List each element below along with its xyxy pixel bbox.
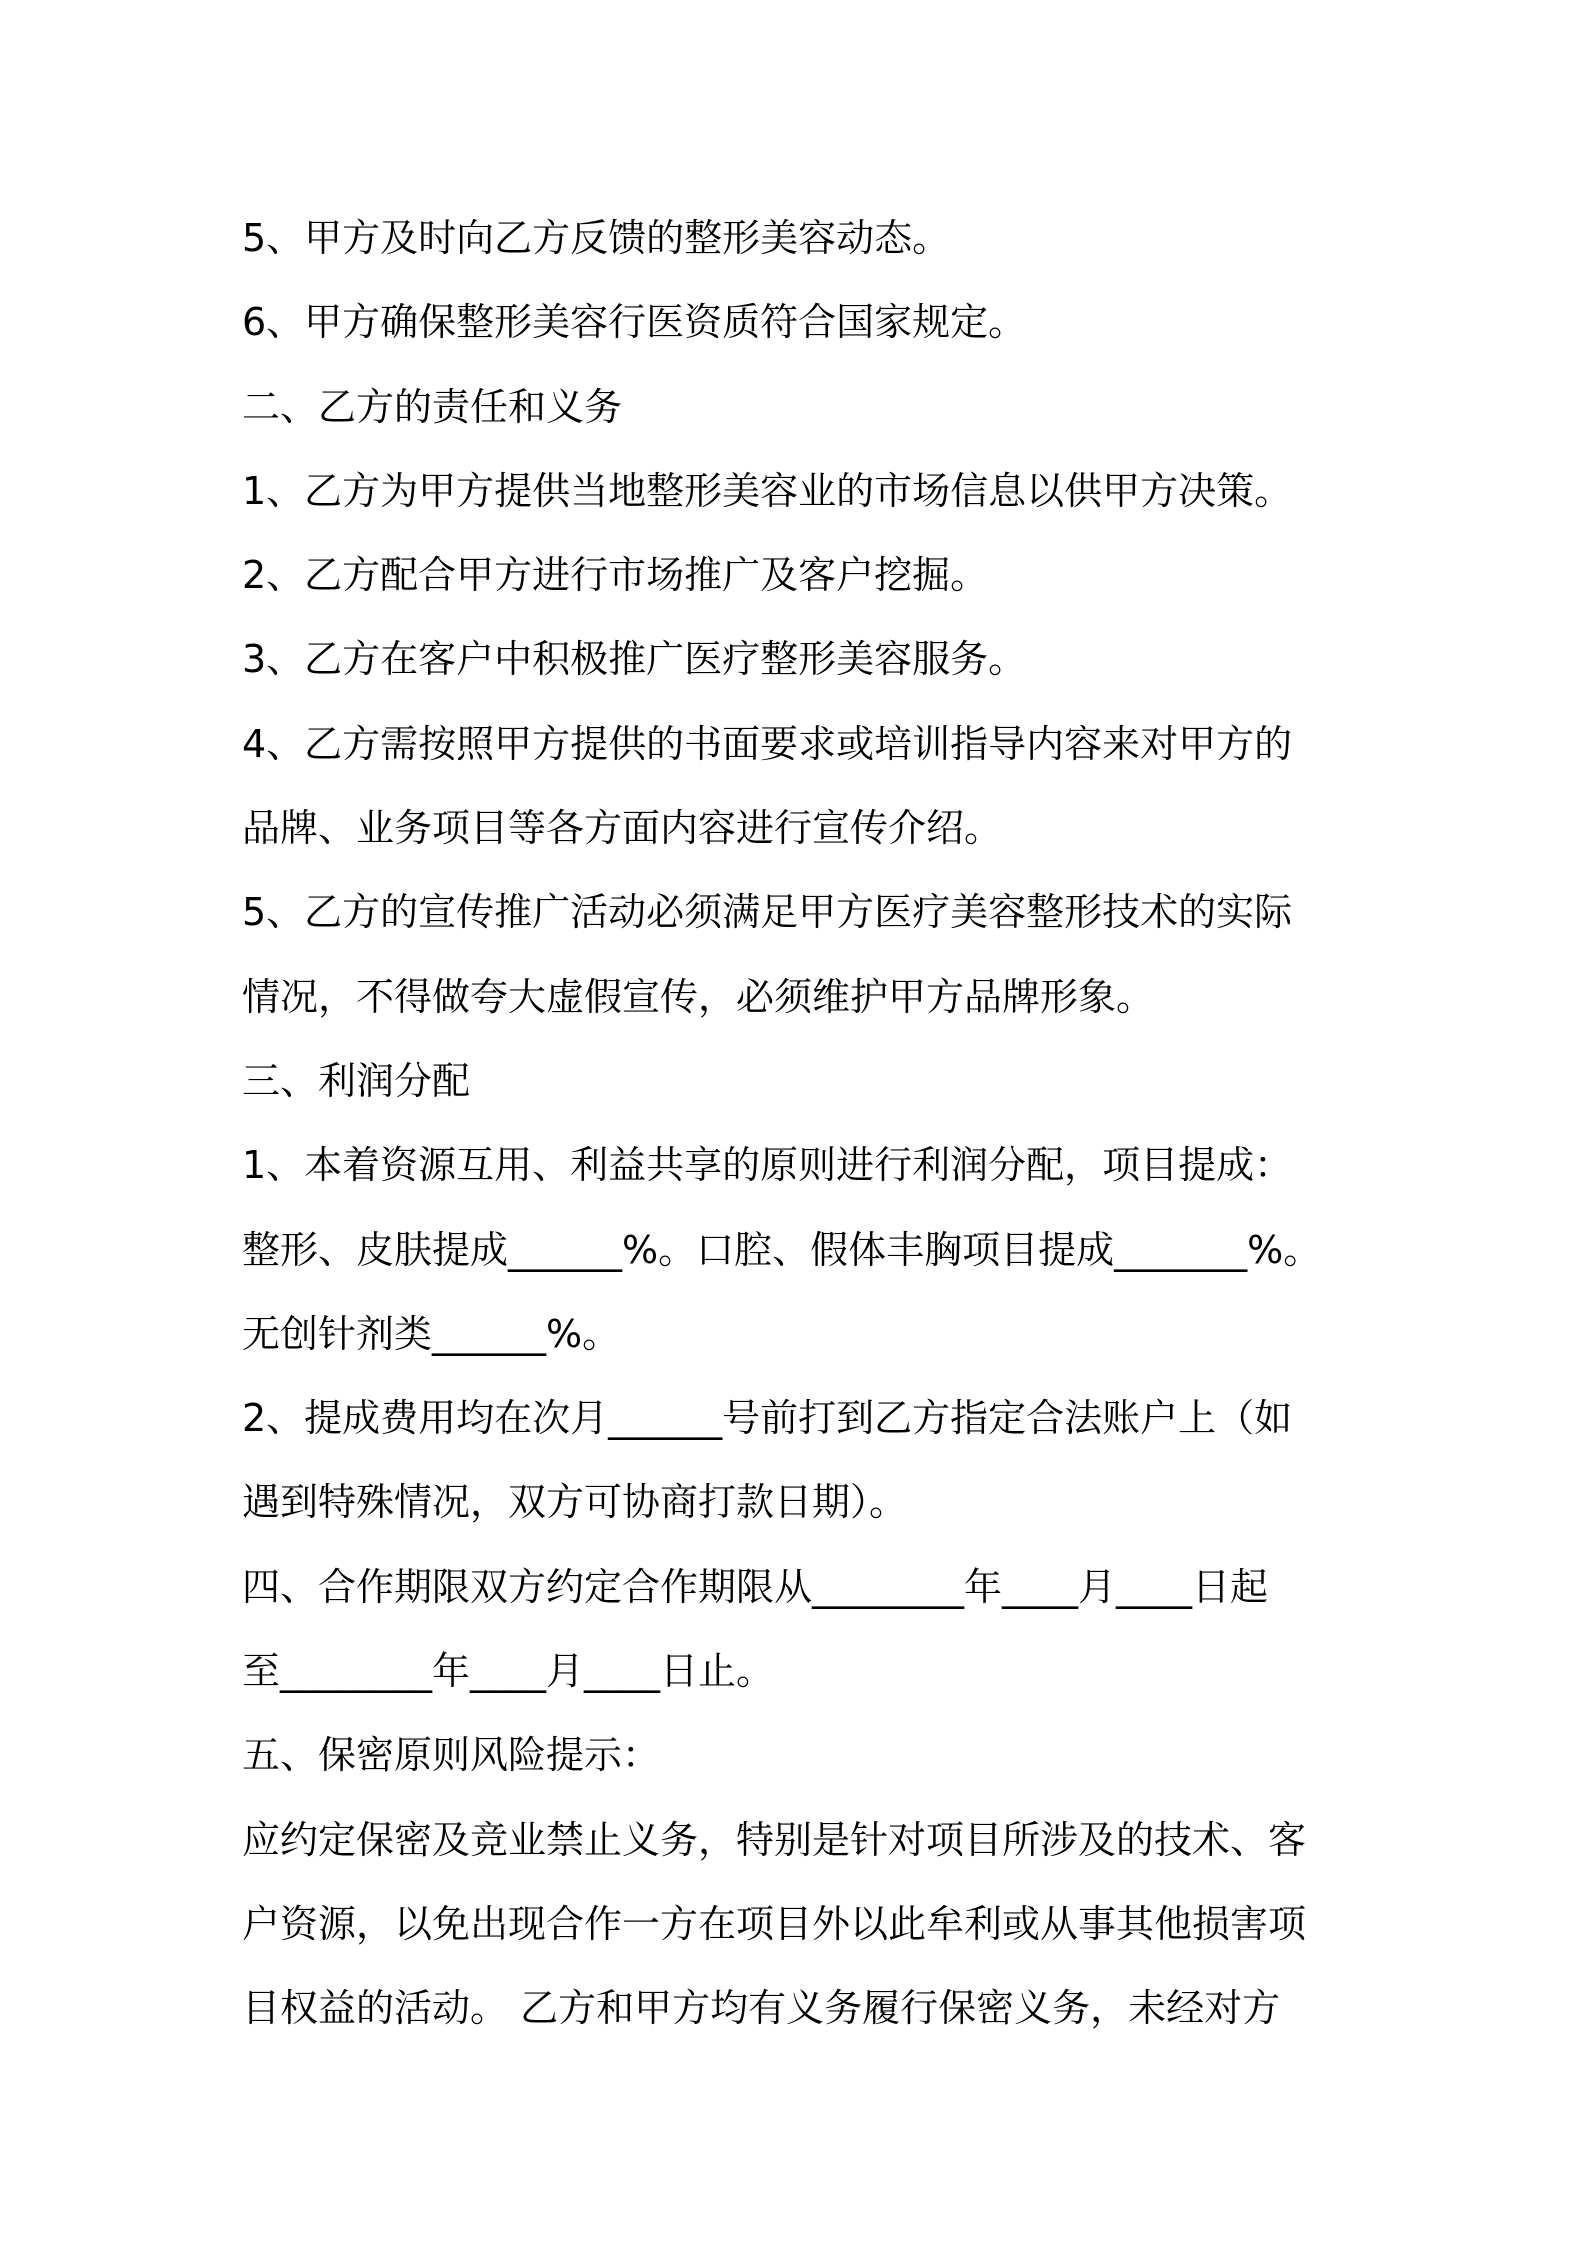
section-heading-3: 三、利润分配 <box>242 1058 471 1103</box>
clause-party-b-5-line-1: 5、乙方的宣传推广活动必须满足甲方医疗美容整形技术的实际 <box>242 890 1293 935</box>
confidentiality-paragraph-line-3: 目权益的活动。 乙方和甲方均有义务履行保密义务，未经对方 <box>242 1986 1281 2031</box>
clause-profit-1-line-2: 整形、皮肤提成______%。口腔、假体丰胸项目提成_______%。 <box>242 1227 1322 1272</box>
clause-party-b-2: 2、乙方配合甲方进行市场推广及客户挖掘。 <box>242 553 989 598</box>
clause-party-b-4-line-2: 品牌、业务项目等各方面内容进行宣传介绍。 <box>242 806 1003 851</box>
clause-profit-1-line-1: 1、本着资源互用、利益共享的原则进行利润分配，项目提成： <box>242 1143 1293 1188</box>
clause-party-b-3: 3、乙方在客户中积极推广医疗整形美容服务。 <box>242 637 1027 682</box>
clause-party-b-1: 1、乙方为甲方提供当地整形美容业的市场信息以供甲方决策。 <box>242 468 1293 513</box>
clause-party-b-4-line-1: 4、乙方需按照甲方提供的书面要求或培训指导内容来对甲方的 <box>242 721 1293 766</box>
section-heading-4-line-2: 至________年____月____日止。 <box>242 1649 775 1694</box>
section-heading-5: 五、保密原则风险提示： <box>242 1733 661 1778</box>
clause-party-a-6: 6、甲方确保整形美容行医资质符合国家规定。 <box>242 300 1027 345</box>
clause-profit-2-line-2: 遇到特殊情况，双方可协商打款日期）。 <box>242 1480 908 1525</box>
clause-profit-1-line-3: 无创针剂类______%。 <box>242 1311 621 1356</box>
section-heading-2: 二、乙方的责任和义务 <box>242 384 623 429</box>
clause-party-a-5: 5、甲方及时向乙方反馈的整形美容动态。 <box>242 216 951 260</box>
clause-party-b-5-line-2: 情况，不得做夸大虚假宣传，必须维护甲方品牌形象。 <box>242 974 1155 1019</box>
contract-page <box>242 196 1362 2051</box>
section-heading-4-line-1: 四、合作期限双方约定合作期限从________年____月____日起 <box>242 1564 1269 1609</box>
clause-profit-2-line-1: 2、提成费用均在次月______号前打到乙方指定合法账户上（如 <box>242 1396 1293 1441</box>
confidentiality-paragraph-line-2: 户资源，以免出现合作一方在项目外以此牟利或从事其他损害项 <box>242 1901 1307 1946</box>
confidentiality-paragraph-line-1: 应约定保密及竞业禁止义务，特别是针对项目所涉及的技术、客 <box>242 1817 1307 1862</box>
